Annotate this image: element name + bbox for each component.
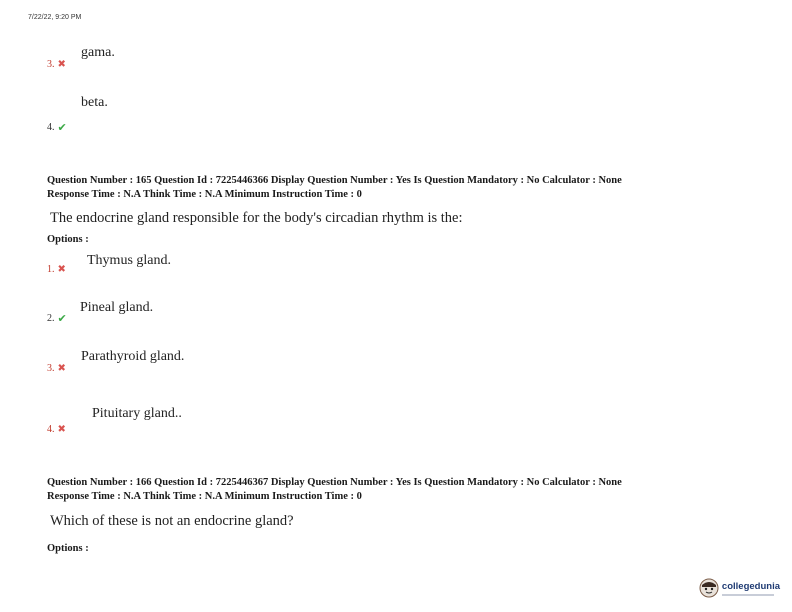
question-165-options-label: Options : <box>47 234 89 245</box>
question-166-options-label: Options : <box>47 543 89 554</box>
question-meta-line-1: Question Number : 166 Question Id : 7225446367 Display Question Number : Yes Is Question Mandatory : No Calculator : None <box>47 477 622 488</box>
option-number: 3. <box>47 363 55 374</box>
option-number: 2. <box>47 313 55 324</box>
option-number: 1. <box>47 264 55 275</box>
q165-option-1-number <box>47 264 66 275</box>
brand-name: collegedunia <box>721 580 780 592</box>
collegedunia-logo <box>699 578 780 598</box>
wrong-cross-icon: ✖ <box>57 363 66 374</box>
question-166-meta <box>47 476 622 504</box>
q165-option-4-number <box>47 424 66 435</box>
q165-option-2-number <box>47 312 67 325</box>
q165-option-2-text: Pineal gland. <box>80 300 154 315</box>
wrong-cross-icon: ✖ <box>57 424 66 435</box>
question-165-text: The endocrine gland responsible for the body's circadian rhythm is the: <box>50 210 463 226</box>
print-timestamp: 7/22/22, 9:20 PM <box>28 14 82 21</box>
prev-option-3-text: gama. <box>81 45 115 60</box>
question-166-text: Which of these is not an endocrine gland? <box>50 513 294 529</box>
question-meta-line-2: Response Time : N.A Think Time : N.A Minimum Instruction Time : 0 <box>47 491 362 502</box>
correct-check-icon: ✔ <box>57 121 67 134</box>
q165-option-3-number <box>47 363 66 374</box>
q165-option-1-text: Thymus gland. <box>87 253 171 268</box>
correct-check-icon: ✔ <box>57 312 67 325</box>
prev-option-4-number <box>47 121 67 134</box>
q165-option-3-text: Parathyroid gland. <box>81 349 185 364</box>
option-number: 4. <box>47 122 55 133</box>
q165-option-4-text: Pituitary gland.. <box>92 406 182 421</box>
question-165-meta <box>47 174 622 202</box>
brand-tagline-line <box>722 594 774 596</box>
option-number: 3. <box>47 59 55 70</box>
wrong-cross-icon: ✖ <box>57 59 66 70</box>
mascot-icon <box>699 578 719 598</box>
question-meta-line-1: Question Number : 165 Question Id : 7225446366 Display Question Number : Yes Is Question Mandatory : No Calculator : None <box>47 175 622 186</box>
wrong-cross-icon: ✖ <box>57 264 66 275</box>
prev-option-4-text: beta. <box>81 95 108 110</box>
option-number: 4. <box>47 424 55 435</box>
question-meta-line-2: Response Time : N.A Think Time : N.A Minimum Instruction Time : 0 <box>47 189 362 200</box>
prev-option-3-number <box>47 59 66 70</box>
